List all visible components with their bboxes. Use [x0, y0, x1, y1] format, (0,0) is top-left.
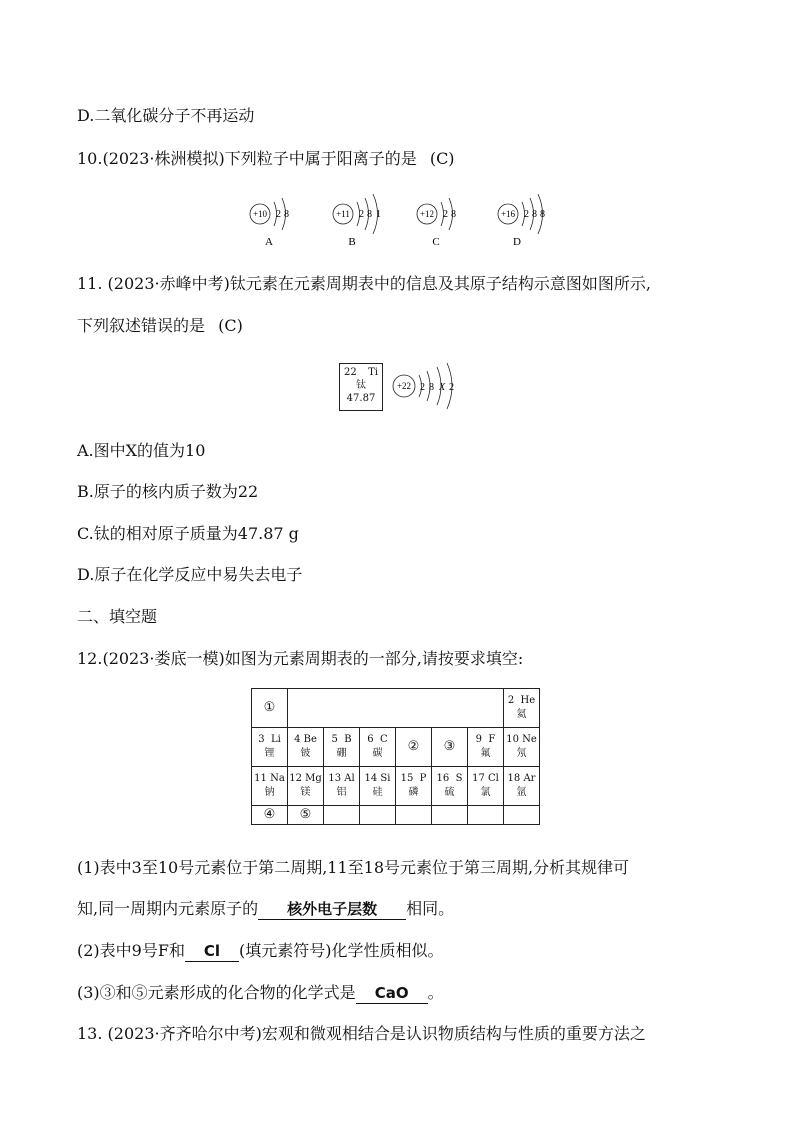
q12-part1-answer: 核外电子层数	[258, 899, 406, 920]
ti-name: 钛	[356, 380, 366, 391]
element-cell-b: 5 B 硼	[324, 728, 360, 767]
shell-1: 2	[276, 209, 281, 220]
q12-part2-prefix: (2)表中9号F和	[77, 941, 185, 960]
q12-part3	[77, 983, 444, 1004]
shell-1: 2	[420, 382, 425, 393]
q11-option-c: C.钛的相对原子质量为47.87 g	[77, 524, 299, 543]
q12-part1-prefix: 知,同一周期内元素原子的	[77, 899, 259, 918]
q12-part3-answer: CaO	[356, 983, 428, 1004]
nucleus-label: +10	[252, 209, 268, 219]
shell-4: 2	[449, 382, 454, 393]
element-cell-s: 16 S 硫	[432, 767, 468, 806]
shell-2: 8	[284, 209, 289, 220]
nucleus-label: +22	[396, 381, 412, 391]
q12-text: 12.(2023·娄底一模)如图为元素周期表的一部分,请按要求填空:	[77, 649, 524, 668]
section-heading: 二、填空题	[77, 607, 158, 626]
q11-option-b: B.原子的核内质子数为22	[77, 482, 259, 501]
q12-part3-prefix: (3)③和⑤元素形成的化合物的化学式是	[77, 983, 356, 1002]
nucleus-label: +12	[419, 209, 435, 219]
element-cell-cl: 17 Cl 氯	[468, 767, 504, 806]
element-cell-f: 9 F 氟	[468, 728, 504, 767]
shell-3: X	[439, 382, 446, 393]
ti-symbol: Ti	[368, 367, 378, 378]
shell-2: 8	[451, 209, 456, 220]
q12-part2-suffix: (填元素符号)化学性质相似。	[238, 941, 444, 960]
q10-text: 10.(2023·株洲模拟)下列粒子中属于阳离子的是 (C)	[77, 149, 455, 168]
q9-option-d: D.二氧化碳分子不再运动	[77, 106, 255, 125]
element-cell-al: 13 Al 铝	[324, 767, 360, 806]
shell-2: 8	[532, 209, 537, 220]
atom-diagram-d	[498, 194, 545, 248]
element-cell-li: 3 Li 锂	[252, 728, 288, 767]
option-label-c: C	[432, 236, 440, 248]
element-cell-he: 2 He 氦	[504, 689, 540, 728]
q11-text-line2: 下列叙述错误的是 (C)	[77, 316, 243, 335]
option-label-a: A	[265, 236, 273, 248]
nucleus-label: +16	[500, 209, 516, 219]
marker-4: ④	[252, 806, 288, 825]
q11-option-d: D.原子在化学反应中易失去电子	[77, 565, 303, 584]
q12-part2	[77, 941, 443, 962]
element-cell-mg: 12 Mg 镁	[288, 767, 324, 806]
q12-part1-line2	[77, 899, 454, 920]
element-cell-c: 6 C 碳	[360, 728, 396, 767]
marker-5: ⑤	[288, 806, 324, 825]
element-cell-na: 11 Na 钠	[252, 767, 288, 806]
shell-1: 2	[443, 209, 448, 220]
periodic-table	[251, 688, 540, 825]
shell-2: 8	[429, 382, 434, 393]
element-cell-si: 14 Si 硅	[360, 767, 396, 806]
q11-text-line1: 11. (2023·赤峰中考)钛元素在元素周期表中的信息及其原子结构示意图如图所示,	[77, 274, 651, 293]
element-cell-ne: 10 Ne 氖	[504, 728, 540, 767]
shell-3: 1	[376, 209, 381, 220]
element-cell-be: 4 Be 铍	[288, 728, 324, 767]
atom-diagram-b	[333, 194, 381, 248]
atom-diagram-a	[250, 198, 289, 248]
q11-option-a: A.图中X的值为10	[77, 441, 206, 460]
shell-2: 8	[367, 209, 372, 220]
ti-mass: 47.87	[346, 393, 376, 404]
option-label-d: D	[513, 236, 521, 248]
q10-atom-diagrams	[240, 186, 560, 250]
element-cell-ar: 18 Ar 氩	[504, 767, 540, 806]
marker-3: ③	[432, 728, 468, 767]
q12-part1-suffix: 相同。	[406, 899, 455, 918]
marker-1: ①	[252, 689, 288, 728]
titanium-element-cell	[339, 363, 383, 411]
nucleus-label: +11	[336, 209, 350, 219]
q12-part1-line1: (1)表中3至10号元素位于第二周期,11至18号元素位于第三周期,分析其规律可	[77, 858, 630, 877]
ti-atomic-number: 22	[344, 367, 357, 378]
shell-3: 8	[540, 209, 545, 220]
q12-part2-answer: Cl	[185, 941, 239, 962]
q12-part3-suffix: 。	[427, 983, 444, 1002]
option-label-b: B	[348, 236, 356, 248]
element-cell-p: 15 P 磷	[396, 767, 432, 806]
atom-diagram-c	[417, 198, 456, 248]
shell-1: 2	[524, 209, 529, 220]
ti-atom-structure	[388, 362, 468, 412]
shell-1: 2	[359, 209, 364, 220]
marker-2: ②	[396, 728, 432, 767]
q13-text: 13. (2023·齐齐哈尔中考)宏观和微观相结合是认识物质结构与性质的重要方法之	[77, 1024, 646, 1043]
